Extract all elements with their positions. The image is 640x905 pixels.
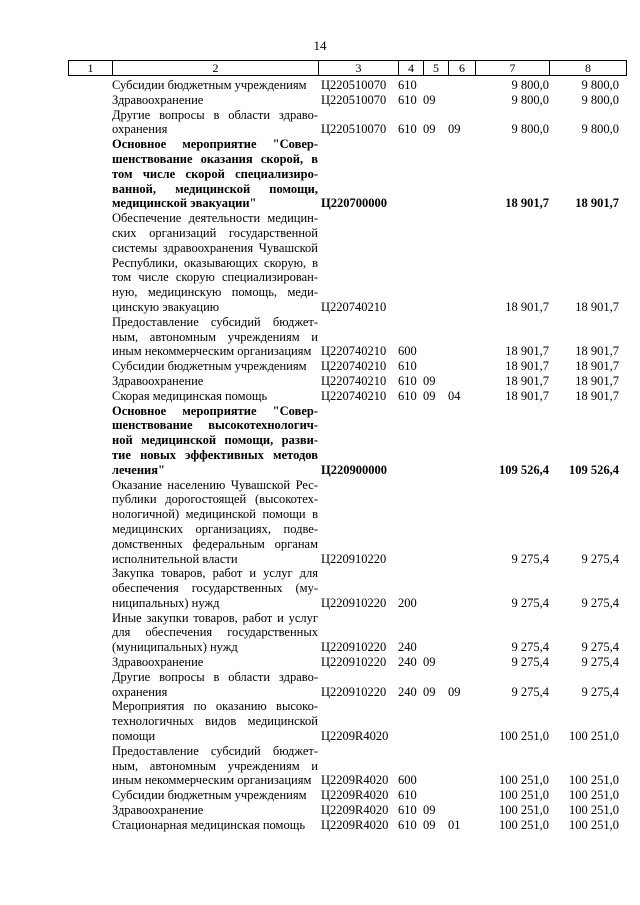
row-vr: 600: [398, 344, 417, 359]
row-vr: 200: [398, 595, 417, 610]
row-vr: [398, 404, 423, 478]
row-name: Здравоохранение: [112, 655, 204, 670]
table-row: [68, 744, 628, 788]
row-pr: [448, 78, 475, 93]
row-code: Ц2209R4020: [321, 788, 389, 803]
row-col-1: [68, 108, 112, 138]
row-sum-2: 9 800,0: [581, 92, 619, 107]
row-sum-1: 100 251,0: [499, 729, 549, 744]
row-sum-1: 9 275,4: [511, 595, 549, 610]
row-col-1: [68, 359, 112, 374]
row-sum-2: 9 800,0: [581, 122, 619, 137]
row-pr: 09: [448, 122, 461, 137]
header-col-3: 3: [319, 61, 399, 76]
row-sum-1: 109 526,4: [499, 462, 549, 477]
row-sum-1: 100 251,0: [499, 817, 549, 832]
row-sum-1: 18 901,7: [505, 344, 549, 359]
header-col-4: 4: [399, 61, 424, 76]
row-vr: [398, 211, 423, 315]
row-pr: 09: [448, 684, 461, 699]
row-sum-2: 18 901,7: [575, 359, 619, 374]
table-row: [68, 655, 628, 670]
row-rz: 09: [423, 92, 436, 107]
row-sum-2: 9 275,4: [581, 684, 619, 699]
row-code: Ц2209R4020: [321, 729, 389, 744]
row-col-1: [68, 78, 112, 93]
row-col-1: [68, 655, 112, 670]
row-code: Ц220900000: [321, 462, 387, 477]
table-row: [68, 315, 628, 359]
row-vr: 610: [398, 803, 417, 818]
table-row: [68, 788, 628, 803]
row-code: Ц2209R4020: [321, 817, 389, 832]
row-vr: 240: [398, 684, 417, 699]
row-sum-2: 9 275,4: [581, 655, 619, 670]
row-rz: [423, 611, 448, 655]
row-sum-1: 18 901,7: [505, 196, 549, 211]
row-sum-2: 100 251,0: [569, 803, 619, 818]
row-code: Ц2209R4020: [321, 803, 389, 818]
row-sum-1: 100 251,0: [499, 773, 549, 788]
row-rz: 09: [423, 684, 436, 699]
row-col-1: [68, 803, 112, 818]
row-rz: 09: [423, 803, 436, 818]
row-col-1: [68, 315, 112, 359]
row-col-1: [68, 670, 112, 700]
row-vr: 610: [398, 122, 417, 137]
row-pr: [448, 404, 475, 478]
row-vr: 240: [398, 655, 417, 670]
row-vr: 610: [398, 788, 417, 803]
row-sum-2: 100 251,0: [569, 788, 619, 803]
row-col-1: [68, 404, 112, 478]
row-code: Ц220740210: [321, 344, 387, 359]
row-vr: [398, 699, 423, 743]
row-name: Субсидии бюджетным учреждениям: [112, 78, 307, 92]
row-pr: [448, 803, 475, 818]
row-pr: [448, 699, 475, 743]
row-col-1: [68, 478, 112, 567]
row-pr: [448, 566, 475, 610]
row-sum-1: 9 275,4: [511, 551, 549, 566]
row-pr: 01: [448, 817, 461, 832]
row-sum-2: 18 901,7: [575, 388, 619, 403]
row-pr: [448, 315, 475, 359]
row-vr: 610: [398, 817, 417, 832]
row-sum-1: 9 800,0: [511, 92, 549, 107]
row-sum-1: 9 275,4: [511, 640, 549, 655]
row-rz: [423, 137, 448, 211]
row-vr: [398, 137, 423, 211]
row-col-1: [68, 137, 112, 211]
table-row: [68, 389, 628, 404]
row-col-1: [68, 389, 112, 404]
row-name: Мероприятия по оказанию высоко-технологичных видов медицинской помощи: [112, 699, 318, 744]
row-name: Оказание населению Чувашской Рес-публики дорогостоящей (высокотех-нологичной) медицинской помощи в медицинских организациях, подве-домственных федеральным органам исполнительной власти: [112, 477, 318, 566]
row-name: Здравоохранение: [112, 803, 204, 818]
row-rz: [423, 359, 448, 374]
row-code: Ц220740210: [321, 388, 387, 403]
row-name: Обеспечение деятельности медицин-ских организаций государственной системы здравоохранения Чувашской Республики, оказывающих скорую, в том числе скорую специализирован-ную, медицинскую помощь, меди-цинскую эвакуацию: [112, 211, 318, 314]
row-vr: 610: [398, 388, 417, 403]
row-rz: [423, 699, 448, 743]
row-name: Основное мероприятие "Совер-шенствование оказания скорой, в том числе скорой специализиро-ванной, медицинской помощи, медицинской эвакуации": [112, 137, 318, 211]
row-col-1: [68, 566, 112, 610]
row-name: Иные закупки товаров, работ и услуг для обеспечения государственных (муниципальных) нужд: [112, 610, 318, 655]
row-pr: [448, 655, 475, 670]
row-pr: [448, 744, 475, 788]
row-sum-2: 109 526,4: [569, 462, 619, 477]
row-sum-1: 9 800,0: [511, 78, 549, 92]
row-code: Ц220700000: [321, 196, 387, 211]
row-vr: 240: [398, 640, 417, 655]
row-sum-1: 18 901,7: [505, 373, 549, 388]
row-rz: [423, 78, 448, 93]
row-sum-1: 100 251,0: [499, 803, 549, 818]
row-rz: [423, 211, 448, 315]
row-rz: 09: [423, 373, 436, 388]
table-header: [68, 60, 627, 76]
row-col-1: [68, 374, 112, 389]
table-row: [68, 78, 628, 93]
row-sum-2: 18 901,7: [575, 344, 619, 359]
row-rz: 09: [423, 817, 436, 832]
row-col-1: [68, 744, 112, 788]
row-name: Субсидии бюджетным учреждениям: [112, 788, 307, 803]
row-vr: 610: [398, 373, 417, 388]
row-code: Ц220910220: [321, 640, 387, 655]
row-name: Здравоохранение: [112, 373, 204, 388]
row-rz: 09: [423, 122, 436, 137]
row-pr: [448, 93, 475, 108]
row-col-1: [68, 211, 112, 315]
row-name: Предоставление субсидий бюджет-ным, автономным учреждениям и иным некоммерческим организациям: [112, 314, 318, 359]
row-pr: 04: [448, 388, 461, 403]
table-row: [68, 803, 628, 818]
row-sum-1: 18 901,7: [505, 299, 549, 314]
table-row: [68, 611, 628, 655]
row-pr: [448, 611, 475, 655]
row-sum-2: 9 275,4: [581, 595, 619, 610]
row-rz: [423, 478, 448, 567]
table-row: [68, 374, 628, 389]
table-body: [68, 78, 628, 833]
row-name: Предоставление субсидий бюджет-ным, автономным учреждениям и иным некоммерческим организациям: [112, 743, 318, 788]
header-col-8: 8: [550, 61, 627, 76]
row-sum-2: 100 251,0: [569, 773, 619, 788]
table-row: [68, 359, 628, 374]
row-code: Ц220910220: [321, 595, 387, 610]
row-sum-2: 18 901,7: [575, 299, 619, 314]
row-sum-2: 9 275,4: [581, 551, 619, 566]
row-code: Ц220910220: [321, 684, 387, 699]
row-name: Другие вопросы в области здраво-охранения: [112, 669, 318, 699]
row-sum-1: 9 800,0: [511, 122, 549, 137]
row-code: Ц220740210: [321, 373, 387, 388]
table-row: [68, 699, 628, 743]
row-name: Здравоохранение: [112, 92, 204, 107]
row-code: Ц220740210: [321, 299, 387, 314]
page-number: 14: [313, 38, 327, 53]
row-col-1: [68, 699, 112, 743]
table-row: [68, 670, 628, 700]
row-rz: [423, 744, 448, 788]
row-sum-2: 18 901,7: [575, 196, 619, 211]
row-vr: 610: [398, 78, 417, 92]
row-rz: [423, 566, 448, 610]
row-vr: 610: [398, 92, 417, 107]
row-name: Основное мероприятие "Совер-шенствование высокотехнологич-ной медицинской помощи, разви-тие новых эффективных методов лечения": [112, 403, 318, 477]
row-sum-2: 100 251,0: [569, 729, 619, 744]
table-row: [68, 478, 628, 567]
row-code: Ц2209R4020: [321, 773, 389, 788]
header-col-1: 1: [69, 61, 113, 76]
row-code: Ц220510070: [321, 78, 387, 92]
row-rz: 09: [423, 388, 436, 403]
row-pr: [448, 374, 475, 389]
table-row: [68, 93, 628, 108]
table-row: [68, 404, 628, 478]
header-col-2: 2: [113, 61, 319, 76]
row-sum-1: 18 901,7: [505, 359, 549, 374]
row-sum-2: 18 901,7: [575, 373, 619, 388]
row-vr: 600: [398, 773, 417, 788]
table-row: [68, 137, 628, 211]
row-col-1: [68, 788, 112, 803]
table-row: [68, 818, 628, 833]
row-sum-1: 100 251,0: [499, 788, 549, 803]
row-rz: 09: [423, 655, 436, 670]
row-sum-1: 18 901,7: [505, 388, 549, 403]
header-col-5: 5: [424, 61, 449, 76]
row-sum-1: 9 275,4: [511, 655, 549, 670]
row-name: Субсидии бюджетным учреждениям: [112, 359, 307, 374]
row-rz: [423, 315, 448, 359]
row-pr: [448, 788, 475, 803]
row-sum-2: 9 275,4: [581, 640, 619, 655]
row-pr: [448, 359, 475, 374]
table-row: [68, 108, 628, 138]
header-col-7: 7: [476, 61, 550, 76]
row-code: Ц220910220: [321, 551, 387, 566]
row-rz: [423, 404, 448, 478]
row-vr: 610: [398, 359, 417, 374]
row-code: Ц220740210: [321, 359, 387, 374]
row-name: Скорая медицинская помощь: [112, 388, 268, 403]
row-col-1: [68, 818, 112, 833]
row-sum-2: 100 251,0: [569, 817, 619, 832]
row-pr: [448, 211, 475, 315]
table-row: [68, 211, 628, 315]
row-name: Стационарная медицинская помощь: [112, 817, 306, 832]
row-col-1: [68, 93, 112, 108]
row-pr: [448, 137, 475, 211]
row-name: Другие вопросы в области здраво-охранения: [112, 107, 318, 137]
row-code: Ц220510070: [321, 122, 387, 137]
row-col-1: [68, 611, 112, 655]
header-col-6: 6: [449, 61, 476, 76]
row-sum-1: 9 275,4: [511, 684, 549, 699]
row-rz: [423, 788, 448, 803]
row-code: Ц220910220: [321, 655, 387, 670]
row-code: Ц220510070: [321, 92, 387, 107]
row-vr: [398, 478, 423, 567]
table-row: [68, 566, 628, 610]
row-name: Закупка товаров, работ и услуг для обеспечения государственных (му-ниципальных) нужд: [112, 566, 318, 610]
row-pr: [448, 478, 475, 567]
row-sum-2: 9 800,0: [581, 78, 619, 92]
